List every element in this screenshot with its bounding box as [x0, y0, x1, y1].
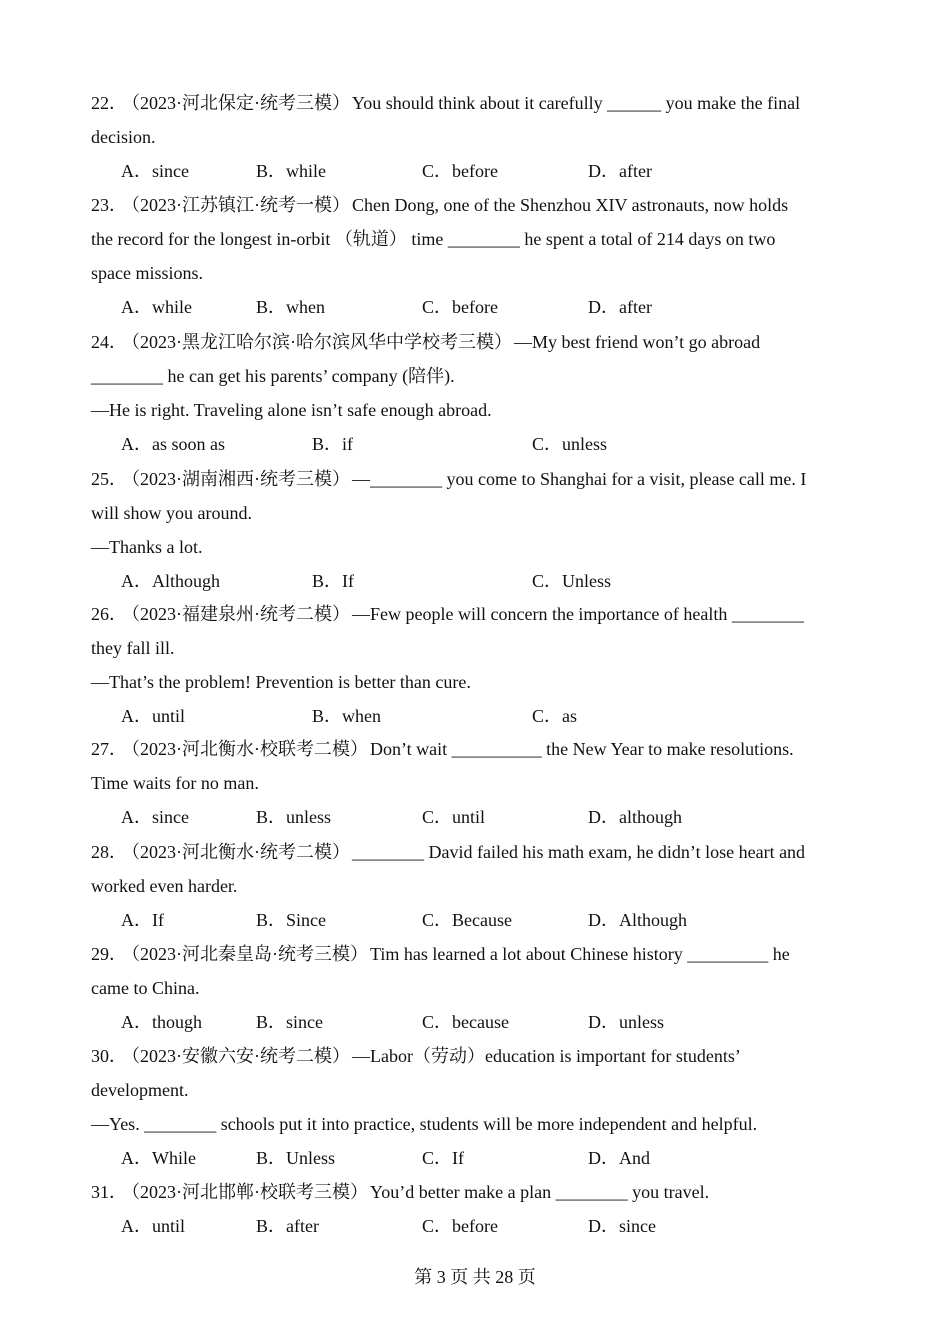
- option-c[interactable]: C．until: [422, 807, 486, 827]
- question-source: （2023·湖南湘西·统考三模）: [131, 469, 350, 489]
- option-b[interactable]: B．when: [312, 706, 381, 726]
- question-source: （2023·河北衡水·统考二模）: [131, 842, 350, 862]
- option-b[interactable]: B．Since: [256, 910, 326, 930]
- options-row: [91, 1141, 861, 1175]
- question-source: （2023·黑龙江哈尔滨·哈尔滨风华中学校考三模）: [131, 332, 512, 352]
- question-30: [91, 1039, 861, 1175]
- question-26: [91, 597, 861, 733]
- option-c[interactable]: C．because: [422, 1012, 509, 1032]
- option-c[interactable]: C．Because: [422, 910, 512, 930]
- question-source: （2023·安徽六安·统考二模）: [131, 1046, 350, 1066]
- question-text: ________ David failed his math exam, he didn’t lose heart and: [352, 842, 806, 862]
- question-source: （2023·河北保定·统考三模）: [131, 93, 350, 113]
- question-line: worked even harder.: [91, 876, 238, 896]
- question-25: [91, 462, 861, 598]
- page-number-label: 第 3 页 共 28 页: [414, 1267, 536, 1287]
- question-line: ________ he can get his parents’ company (陪伴).: [91, 366, 455, 386]
- question-28: [91, 835, 861, 937]
- options-row: [91, 800, 861, 834]
- option-b[interactable]: B．If: [312, 571, 354, 591]
- question-31: [91, 1175, 861, 1243]
- option-b[interactable]: B．while: [256, 161, 326, 181]
- question-27: [91, 732, 861, 834]
- options-row: [91, 903, 861, 937]
- option-a[interactable]: A．as soon as: [121, 434, 225, 454]
- question-line: [91, 325, 861, 359]
- option-b[interactable]: B．when: [256, 297, 325, 317]
- question-number: 31．: [91, 1182, 127, 1202]
- option-c[interactable]: C．before: [422, 297, 498, 317]
- option-b[interactable]: B．unless: [256, 807, 332, 827]
- question-line: —He is right. Traveling alone isn’t safe enough abroad.: [91, 400, 492, 420]
- option-d[interactable]: D．although: [588, 807, 682, 827]
- question-line: [91, 937, 861, 971]
- question-text: Chen Dong, one of the Shenzhou XIV astronauts, now holds: [352, 195, 789, 215]
- question-number: 28．: [91, 842, 127, 862]
- question-line: [91, 1039, 861, 1073]
- option-a[interactable]: A．Although: [121, 571, 220, 591]
- question-text: —Few people will concern the importance of health ________: [352, 604, 804, 624]
- question-source: （2023·河北邯郸·校联考三模）: [131, 1182, 368, 1202]
- question-text: You should think about it carefully ______ you make the final: [352, 93, 801, 113]
- option-c[interactable]: C．Unless: [532, 571, 612, 591]
- option-d[interactable]: D．unless: [588, 1012, 664, 1032]
- options-row: [91, 1005, 861, 1039]
- question-number: 27．: [91, 739, 127, 759]
- option-c[interactable]: C．If: [422, 1148, 464, 1168]
- question-line: came to China.: [91, 978, 200, 998]
- question-number: 23．: [91, 195, 127, 215]
- option-a[interactable]: A．since: [121, 161, 189, 181]
- option-d[interactable]: D．since: [588, 1216, 656, 1236]
- question-number: 24．: [91, 332, 127, 352]
- question-line: [91, 462, 861, 496]
- option-d[interactable]: D．Although: [588, 910, 687, 930]
- options-row: [91, 290, 861, 324]
- option-a[interactable]: A．though: [121, 1012, 202, 1032]
- option-a[interactable]: A．If: [121, 910, 164, 930]
- question-line: development.: [91, 1080, 189, 1100]
- question-text: You’d better make a plan ________ you travel.: [370, 1182, 710, 1202]
- question-source: （2023·福建泉州·统考二模）: [131, 604, 350, 624]
- question-24: [91, 325, 861, 461]
- question-source: （2023·河北秦皇岛·统考三模）: [131, 944, 368, 964]
- option-b[interactable]: B．since: [256, 1012, 323, 1032]
- options-row: [91, 154, 861, 188]
- question-line: —Yes. ________ schools put it into practice, students will be more independent and helpful.: [91, 1114, 758, 1134]
- question-line: [91, 1175, 861, 1209]
- question-22: [91, 86, 861, 188]
- options-row: [91, 699, 861, 733]
- page-footer: [0, 1263, 950, 1291]
- options-row: [91, 1209, 861, 1243]
- question-line: [91, 835, 861, 869]
- question-line: will show you around.: [91, 503, 252, 523]
- question-text: —Labor（劳动）education is important for students’: [352, 1046, 741, 1066]
- options-row: [91, 564, 861, 598]
- question-line: —That’s the problem! Prevention is better than cure.: [91, 672, 471, 692]
- option-c[interactable]: C．before: [422, 1216, 498, 1236]
- option-d[interactable]: D．And: [588, 1148, 650, 1168]
- option-b[interactable]: B．Unless: [256, 1148, 336, 1168]
- option-b[interactable]: B．if: [312, 434, 354, 454]
- question-line: —Thanks a lot.: [91, 537, 203, 557]
- question-23: [91, 188, 861, 324]
- question-number: 29．: [91, 944, 127, 964]
- option-d[interactable]: D．after: [588, 161, 652, 181]
- question-number: 30．: [91, 1046, 127, 1066]
- option-c[interactable]: C．unless: [532, 434, 608, 454]
- question-number: 26．: [91, 604, 127, 624]
- option-a[interactable]: A．While: [121, 1148, 196, 1168]
- question-line: decision.: [91, 127, 156, 147]
- question-source: （2023·江苏镇江·统考一模）: [131, 195, 350, 215]
- question-line: [91, 188, 861, 222]
- question-number: 22．: [91, 93, 127, 113]
- option-c[interactable]: C．before: [422, 161, 498, 181]
- option-a[interactable]: A．until: [121, 1216, 186, 1236]
- question-line: they fall ill.: [91, 638, 175, 658]
- question-29: [91, 937, 861, 1039]
- question-number: 25．: [91, 469, 127, 489]
- question-line: the record for the longest in-orbit （轨道） time ________ he spent a total of 214 days on two: [91, 229, 776, 249]
- option-d[interactable]: D．after: [588, 297, 652, 317]
- option-a[interactable]: A．until: [121, 706, 186, 726]
- question-line: [91, 732, 861, 766]
- question-line: space missions.: [91, 263, 203, 283]
- question-text: —________ you come to Shanghai for a visit, please call me. I: [352, 469, 807, 489]
- option-a[interactable]: A．while: [121, 297, 192, 317]
- option-b[interactable]: B．after: [256, 1216, 319, 1236]
- question-line: [91, 86, 861, 120]
- question-text: Don’t wait __________ the New Year to make resolutions.: [370, 739, 794, 759]
- option-a[interactable]: A．since: [121, 807, 189, 827]
- question-source: （2023·河北衡水·校联考二模）: [131, 739, 368, 759]
- option-c[interactable]: C．as: [532, 706, 577, 726]
- options-row: [91, 427, 861, 461]
- question-line: [91, 597, 861, 631]
- question-line: Time waits for no man.: [91, 773, 259, 793]
- question-text: —My best friend won’t go abroad: [514, 332, 761, 352]
- question-text: Tim has learned a lot about Chinese history _________ he: [370, 944, 790, 964]
